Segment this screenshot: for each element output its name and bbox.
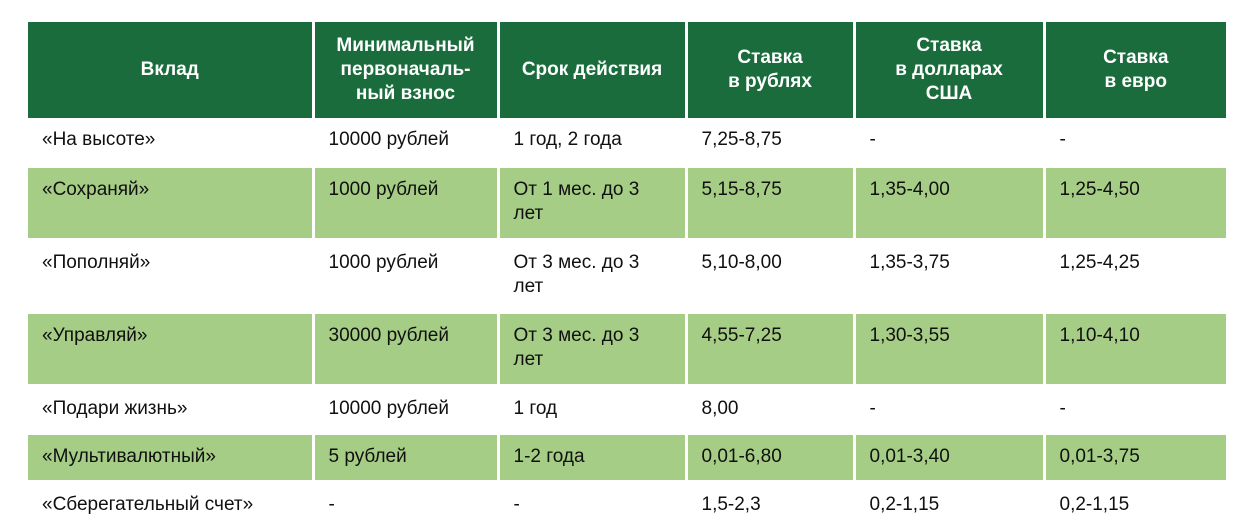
cell-min-initial-deposit: 5 рублей <box>313 433 498 481</box>
cell-rate-eur: 0,2-1,15 <box>1044 481 1226 529</box>
column-header-min-initial-deposit-line1: Минимальный <box>336 35 475 57</box>
column-header-rate-rub-line1: Ставка <box>737 47 803 69</box>
cell-rate-rub: 5,15-8,75 <box>686 166 854 239</box>
cell-deposit-name: «Сохраняй» <box>28 166 313 239</box>
cell-rate-rub: 4,55-7,25 <box>686 312 854 385</box>
cell-rate-eur: - <box>1044 118 1226 166</box>
column-header-rate-usd-line3: США <box>925 82 973 104</box>
deposit-rates-table-container <box>28 22 1226 529</box>
cell-rate-eur: 0,01-3,75 <box>1044 433 1226 481</box>
cell-rate-usd: 1,35-4,00 <box>854 166 1044 239</box>
column-header-term <box>498 22 686 118</box>
column-header-min-initial-deposit <box>313 22 498 118</box>
cell-deposit-name: «Мультивалютный» <box>28 433 313 481</box>
cell-min-initial-deposit: 1000 рублей <box>313 166 498 239</box>
cell-rate-usd: 0,01-3,40 <box>854 433 1044 481</box>
cell-rate-rub: 1,5-2,3 <box>686 481 854 529</box>
column-header-term-line1: Срок действия <box>521 59 663 81</box>
column-header-min-initial-deposit-line2: первоначаль- <box>340 59 471 81</box>
cell-term: 1-2 года <box>498 433 686 481</box>
column-header-deposit <box>28 22 313 118</box>
table-body <box>28 118 1226 529</box>
cell-rate-eur: - <box>1044 385 1226 433</box>
column-header-rate-usd <box>854 22 1044 118</box>
cell-rate-rub: 8,00 <box>686 385 854 433</box>
table-row <box>28 481 1226 529</box>
table-row <box>28 239 1226 312</box>
cell-min-initial-deposit: 1000 рублей <box>313 239 498 312</box>
column-header-min-initial-deposit-line3: ный взнос <box>355 82 456 104</box>
cell-min-initial-deposit: 30000 рублей <box>313 312 498 385</box>
cell-deposit-name: «Подари жизнь» <box>28 385 313 433</box>
table-header-row <box>28 22 1226 118</box>
cell-min-initial-deposit: 10000 рублей <box>313 385 498 433</box>
deposit-rates-table <box>28 22 1226 529</box>
cell-min-initial-deposit: - <box>313 481 498 529</box>
table-header <box>28 22 1226 118</box>
cell-rate-eur: 1,10-4,10 <box>1044 312 1226 385</box>
cell-deposit-name: «Управляй» <box>28 312 313 385</box>
column-header-rate-usd-line1: Ставка <box>916 35 982 57</box>
cell-term: От 1 мес. до 3 лет <box>498 166 686 239</box>
cell-min-initial-deposit: 10000 рублей <box>313 118 498 166</box>
column-header-rate-rub-line2: в рублях <box>728 71 812 92</box>
table-row <box>28 118 1226 166</box>
column-header-rate-rub <box>686 22 854 118</box>
cell-term: - <box>498 481 686 529</box>
cell-rate-usd: - <box>854 385 1044 433</box>
column-header-rate-eur <box>1044 22 1226 118</box>
cell-rate-usd: 0,2-1,15 <box>854 481 1044 529</box>
cell-term: 1 год <box>498 385 686 433</box>
table-row <box>28 385 1226 433</box>
cell-rate-rub: 5,10-8,00 <box>686 239 854 312</box>
cell-rate-usd: 1,35-3,75 <box>854 239 1044 312</box>
column-header-rate-eur-line1: Ставка <box>1103 47 1169 69</box>
cell-deposit-name: «Сберегательный счет» <box>28 481 313 529</box>
column-header-rate-usd-line2: в долларах <box>895 59 1003 81</box>
table-row <box>28 166 1226 239</box>
cell-rate-rub: 7,25-8,75 <box>686 118 854 166</box>
cell-rate-rub: 0,01-6,80 <box>686 433 854 481</box>
cell-deposit-name: «На высоте» <box>28 118 313 166</box>
cell-rate-usd: - <box>854 118 1044 166</box>
cell-rate-eur: 1,25-4,50 <box>1044 166 1226 239</box>
cell-term: От 3 мес. до 3 лет <box>498 312 686 385</box>
cell-term: 1 год, 2 года <box>498 118 686 166</box>
cell-deposit-name: «Пополняй» <box>28 239 313 312</box>
column-header-deposit-line1: Вклад <box>140 59 199 81</box>
table-row <box>28 433 1226 481</box>
table-row <box>28 312 1226 385</box>
cell-rate-usd: 1,30-3,55 <box>854 312 1044 385</box>
cell-term: От 3 мес. до 3 лет <box>498 239 686 312</box>
cell-rate-eur: 1,25-4,25 <box>1044 239 1226 312</box>
column-header-rate-eur-line2: в евро <box>1104 71 1167 92</box>
